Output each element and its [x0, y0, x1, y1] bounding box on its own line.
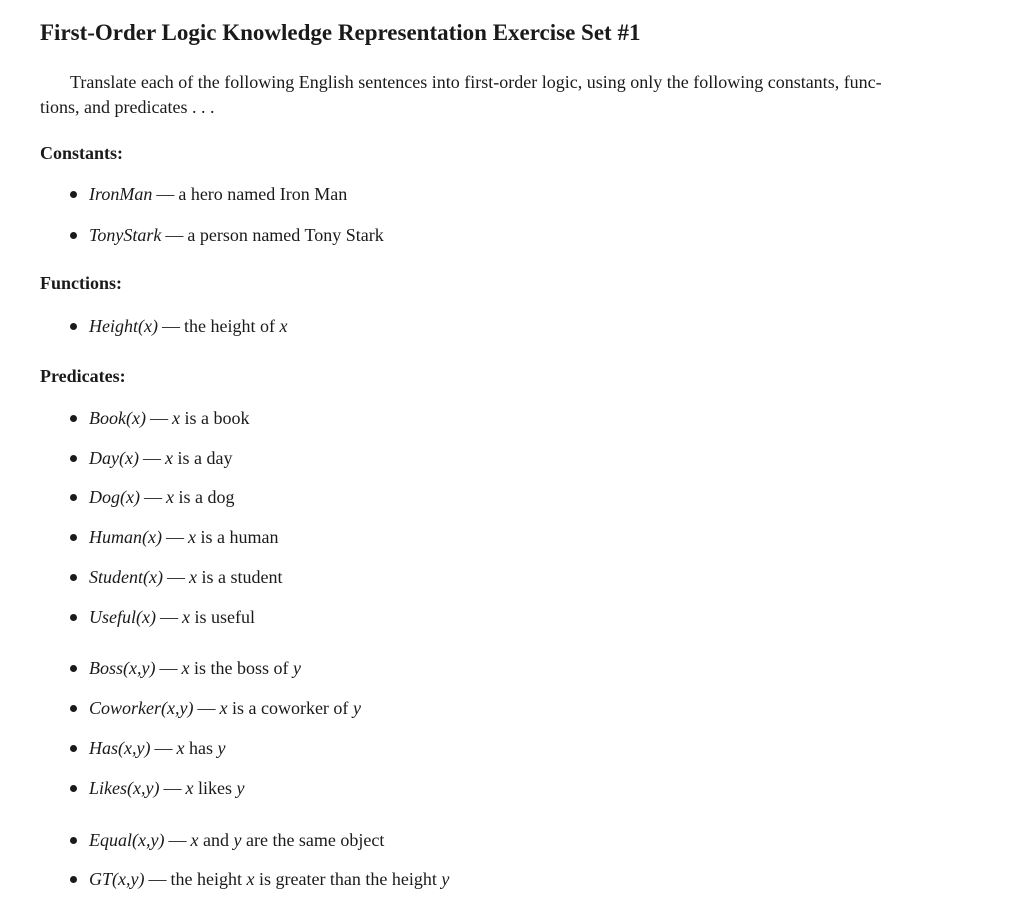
predicate-term: GT(x,y): [89, 869, 145, 889]
variable: x: [190, 830, 199, 850]
em-dash: —: [165, 225, 184, 245]
variable: x: [164, 448, 173, 468]
predicate-desc: is a coworker of: [227, 698, 353, 718]
constant-term: TonyStark: [89, 225, 162, 245]
variable: x: [219, 698, 228, 718]
constant-term: IronMan: [89, 184, 153, 204]
predicate-desc: likes: [193, 778, 237, 798]
bullet-icon: [70, 876, 77, 883]
variable: y: [441, 869, 450, 889]
em-dash: —: [197, 698, 216, 718]
predicate-desc: is a dog: [173, 487, 235, 507]
predicate-term: Useful(x): [89, 607, 156, 627]
variable: x: [185, 778, 194, 798]
variable: y: [233, 830, 242, 850]
predicate-term: Dog(x): [89, 487, 140, 507]
bullet-icon: [70, 415, 77, 422]
variable: x: [171, 408, 180, 428]
bullet-icon: [70, 455, 77, 462]
variable: x: [165, 487, 174, 507]
variable: x: [246, 869, 255, 889]
em-dash: —: [159, 607, 178, 627]
bullet-icon: [70, 745, 77, 752]
variable: y: [217, 738, 226, 758]
predicate-term: Equal(x,y): [89, 830, 165, 850]
em-dash: —: [168, 830, 187, 850]
predicate-desc: is a day: [172, 448, 233, 468]
constants-heading: Constants:: [40, 143, 124, 163]
predicate-desc: is useful: [189, 607, 255, 627]
predicate-term: Day(x): [89, 448, 139, 468]
constant-desc: a person named Tony Stark: [187, 225, 384, 245]
intro-line-2: tions, and predicates . . .: [40, 97, 215, 117]
em-dash: —: [161, 316, 180, 336]
bullet-icon: [70, 705, 77, 712]
variable: x: [181, 607, 190, 627]
predicate-desc: is a book: [179, 408, 250, 428]
predicate-term: Student(x): [89, 567, 163, 587]
variable: y: [352, 698, 361, 718]
em-dash: —: [148, 869, 167, 889]
page-title: First-Order Logic Knowledge Representation Exercise Set #1: [40, 20, 641, 45]
predicate-desc: are the same object: [241, 830, 385, 850]
variable: y: [236, 778, 245, 798]
variable: y: [292, 658, 301, 678]
variable: x: [279, 316, 288, 336]
em-dash: —: [165, 527, 184, 547]
em-dash: —: [156, 184, 175, 204]
em-dash: —: [166, 567, 185, 587]
variable: x: [188, 567, 197, 587]
bullet-icon: [70, 534, 77, 541]
intro-line-1: Translate each of the following English sentences into first-order logic, using only the following constants, func-: [70, 72, 882, 92]
predicate-term: Likes(x,y): [89, 778, 160, 798]
bullet-icon: [70, 614, 77, 621]
variable: x: [187, 527, 196, 547]
predicate-desc: the height: [170, 869, 247, 889]
variable: x: [176, 738, 185, 758]
bullet-icon: [70, 494, 77, 501]
bullet-icon: [70, 323, 77, 330]
bullet-icon: [70, 232, 77, 239]
predicate-desc: and: [198, 830, 234, 850]
predicate-desc: is greater than the height: [254, 869, 442, 889]
predicate-term: Boss(x,y): [89, 658, 156, 678]
function-term: Height(x): [89, 316, 158, 336]
intro-paragraph: [40, 70, 980, 120]
bullet-icon: [70, 785, 77, 792]
predicate-desc: is a student: [196, 567, 283, 587]
bullet-icon: [70, 191, 77, 198]
em-dash: —: [163, 778, 182, 798]
predicate-term: Coworker(x,y): [89, 698, 194, 718]
predicate-term: Human(x): [89, 527, 162, 547]
function-desc: the height of: [183, 316, 280, 336]
bullet-icon: [70, 665, 77, 672]
variable: x: [181, 658, 190, 678]
bullet-icon: [70, 574, 77, 581]
predicates-heading: Predicates:: [40, 366, 126, 386]
predicate-term: Has(x,y): [89, 738, 151, 758]
predicate-desc: has: [184, 738, 218, 758]
em-dash: —: [159, 658, 178, 678]
predicate-desc: is the boss of: [189, 658, 293, 678]
bullet-icon: [70, 837, 77, 844]
em-dash: —: [149, 408, 168, 428]
functions-heading: Functions:: [40, 273, 123, 293]
em-dash: —: [142, 448, 161, 468]
em-dash: —: [154, 738, 173, 758]
predicate-term: Book(x): [89, 408, 146, 428]
predicate-desc: is a human: [195, 527, 279, 547]
constant-desc: a hero named Iron Man: [178, 184, 348, 204]
em-dash: —: [143, 487, 162, 507]
